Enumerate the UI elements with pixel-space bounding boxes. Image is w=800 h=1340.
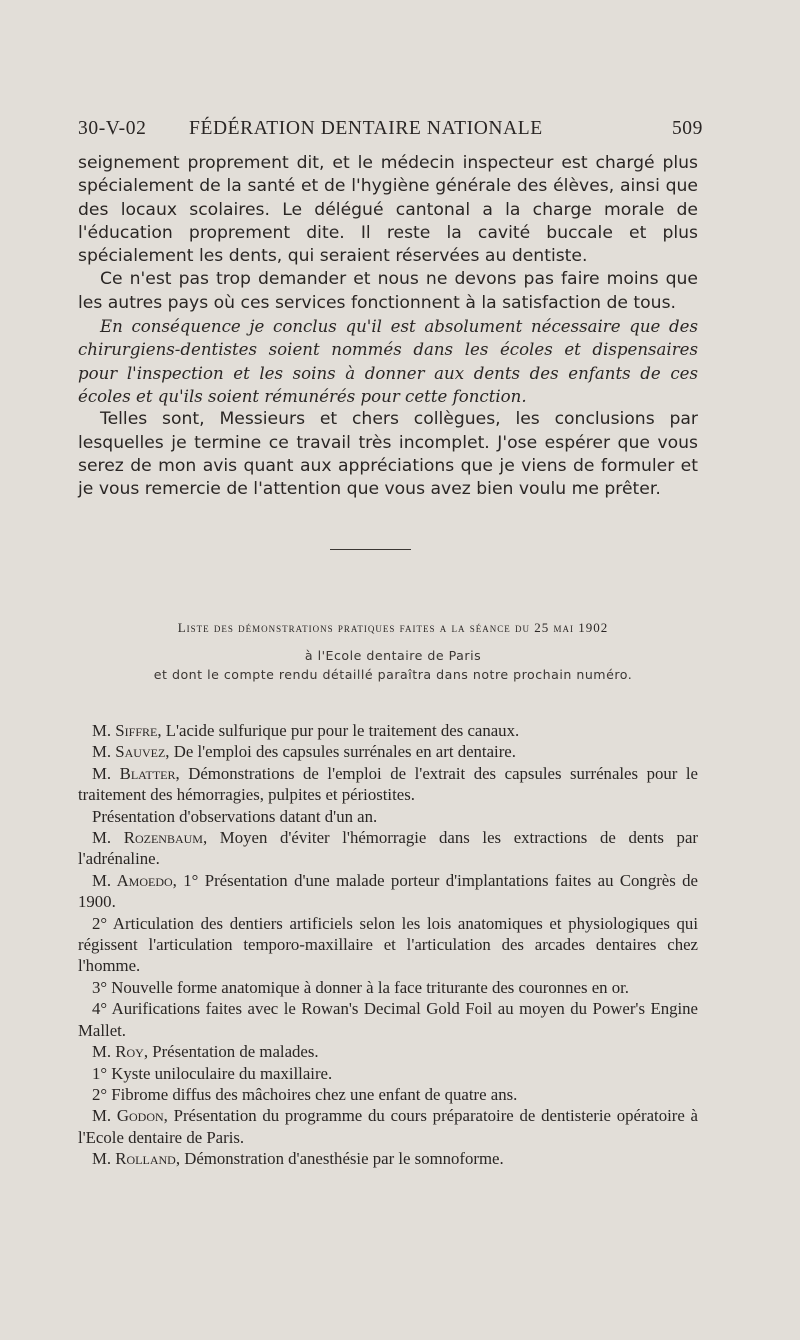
demonstration-text: Présentation du programme du cours préparatoire de dentisterie opératoire à l'Ecole dentaire de Paris. [78,1106,698,1147]
presenter-name: M. Siffre, [92,721,162,740]
body-text [78,152,698,501]
demonstration-text: 1° Présentation d'une malade porteur d'implantations faites au Congrès de 1900. [78,870,698,912]
list-item [78,1041,698,1062]
demonstration-text: Démonstrations de l'emploi de l'extrait des capsules surrénales pour le traitement des hémorragies, pulpites et périostites. [78,763,698,805]
demonstration-text: Présentation d'observations datant d'un an. [92,806,378,826]
conclusion-paragraph: En conséquence je conclus qu'il est absolument nécessaire que des chirurgiens-dentistes soient nommés dans les écoles et dispensaires pour l'inspection et les soins à donner aux dents des enfants de ces écoles et qu'ils soient rémunérés pour cette fonction. [78,317,698,406]
demonstration-text: L'acide sulfurique pur pour le traitement des canaux. [161,721,520,740]
presenter-name: M. Godon, [92,1106,168,1126]
demonstration-text: De l'emploi des capsules surrénales en art dentaire. [169,742,516,762]
list-item [78,741,698,762]
demonstration-text: Moyen d'éviter l'hémorragie dans les extractions de dents par l'adrénaline. [78,828,698,869]
list-heading: Liste des démonstrations pratiques faites a la séance du 25 mai 1902 [177,620,609,635]
presenter-name: M. Rolland, [92,1149,181,1169]
paragraph: seignement proprement dit, et le médecin inspecteur est chargé plus spécialement de la santé et de l'hygiène générale des élèves, ainsi que des locaux scolaires. Le délégué cantonal a la charge morale de l'éducation proprement dite. Il reste la cavité buccale et plus spécialement les dents, qui seraient réservées au dentiste. [78,153,698,267]
page-number: 509 [671,118,703,139]
running-header [78,118,703,144]
demonstration-text: 3° Nouvelle forme anatomique à donner à la face triturante des couronnes en or. [92,977,629,997]
presenter-name: M. Rozenbaum, [92,828,208,848]
list-item [78,977,698,998]
list-item [78,870,698,913]
presenter-name: M. Blatter, [92,763,180,783]
paragraph: Ce n'est pas trop demander et nous ne devons pas faire moins que les autres pays où ces services fonctionnent à la satisfaction de tous. [78,269,698,313]
demonstration-list [78,720,698,1170]
paragraph: Telles sont, Messieurs et chers collègues, les conclusions par lesquelles je termine ce travail très incomplet. J'ose espérer que vous serez de mon avis quant aux appréciations que je viens de formuler et je vous remercie de l'attention que vous avez bien voulu me prêter. [78,409,698,500]
header-date: 30-V-02 [78,118,147,139]
presenter-name: M. Roy, [92,1042,149,1062]
list-item [78,806,698,827]
presenter-name: M. Amoedo, [92,870,177,890]
header-title: FÉDÉRATION DENTAIRE NATIONALE [189,118,543,139]
demonstration-text: Démonstration d'anesthésie par le somnoforme. [180,1149,504,1169]
list-item [78,1063,698,1084]
demonstration-text: 1° Kyste uniloculaire du maxillaire. [92,1063,333,1083]
demonstration-text: Présentation de malades. [148,1042,319,1062]
list-item [78,1105,698,1148]
list-item [78,1084,698,1105]
presenter-name: M. Sauvez, [92,742,170,762]
section-divider [330,549,411,550]
list-item [78,998,698,1041]
list-item [78,913,698,977]
list-item [78,1148,698,1169]
list-item [78,827,698,870]
list-subtitle: à l'Ecole dentaire de Paris [304,648,482,663]
list-subtitle: et dont le compte rendu détaillé paraîtra dans notre prochain numéro. [153,667,633,682]
demonstration-text: 4° Aurifications faites avec le Rowan's Decimal Gold Foil au moyen du Power's Engine Mallet. [78,999,698,1040]
demonstration-text: 2° Articulation des dentiers artificiels selon les lois anatomiques et physiologiques qui régissent l'articulation temporo-maxillaire et l'articulation des arcades dentaires chez l'homme. [78,913,698,976]
list-item [78,720,698,741]
list-item [78,763,698,806]
demonstration-text: 2° Fibrome diffus des mâchoires chez une enfant de quatre ans. [92,1084,518,1104]
